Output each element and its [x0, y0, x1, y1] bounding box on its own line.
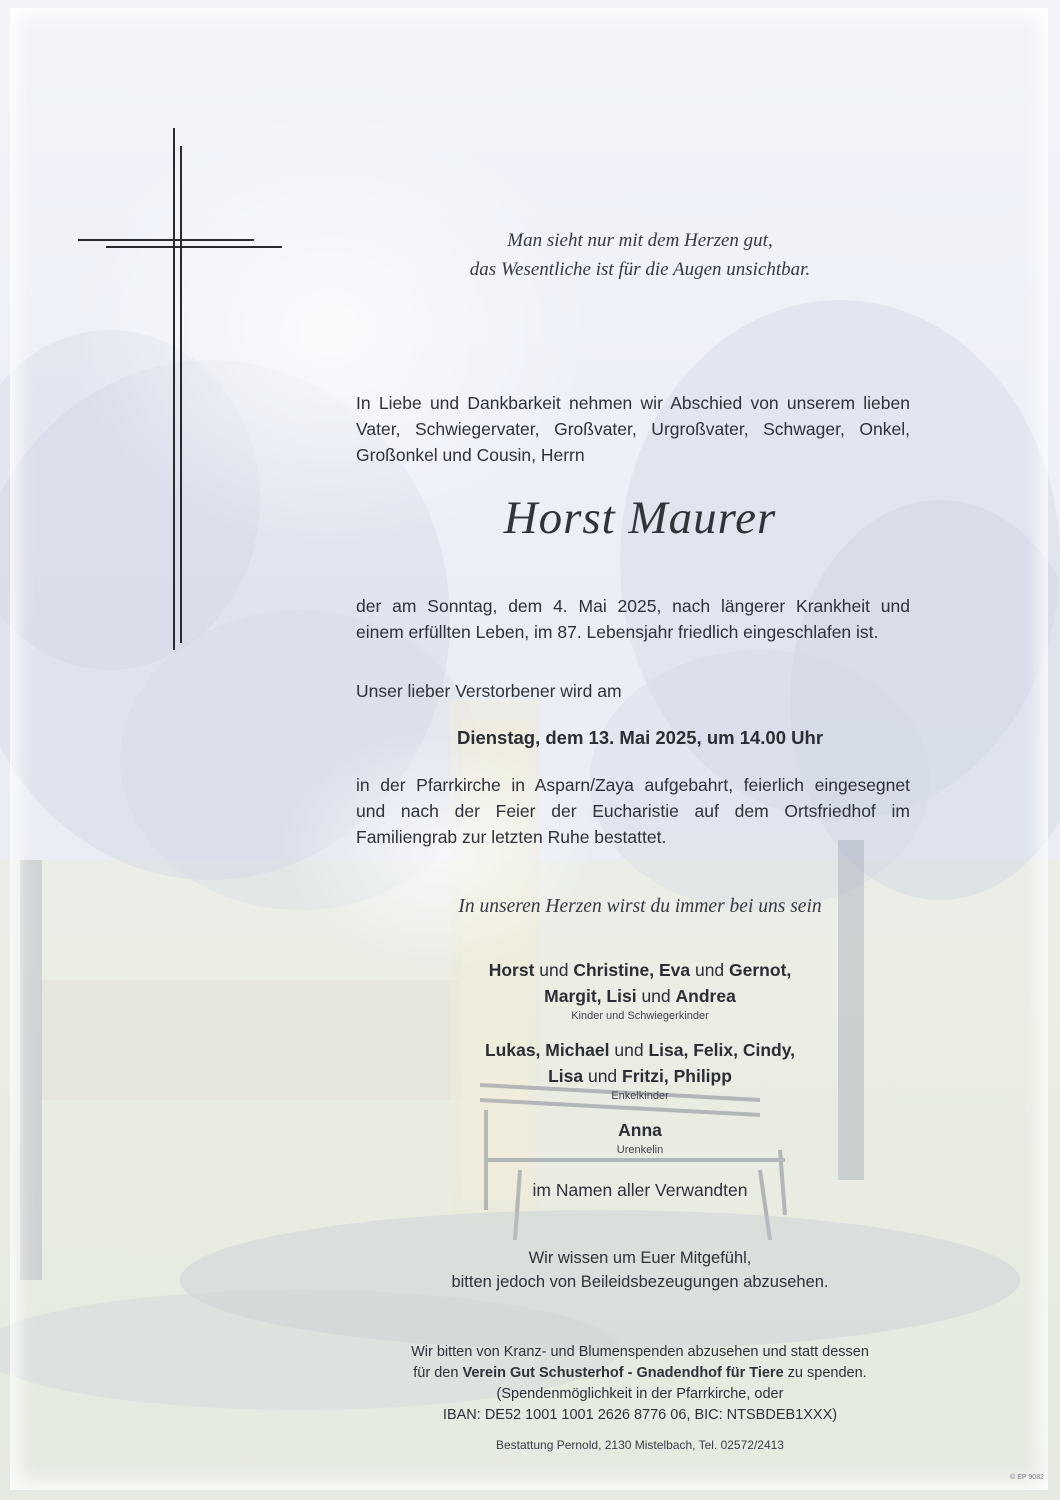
connector: und	[534, 960, 574, 980]
funeral-date: Dienstag, dem 13. Mai 2025, um 14.00 Uhr	[456, 727, 824, 748]
print-code: © EP 9082	[1010, 1474, 1044, 1481]
intro-line: Großonkel und Cousin, Herrn	[356, 445, 585, 465]
mourner-name: Lisi	[606, 986, 637, 1006]
cross-icon	[76, 128, 286, 650]
funeral-line: und nach der Feier der Eucharistie auf dem Ortsfriedhof im	[356, 801, 910, 821]
condolence-line: bitten jedoch von Beileidsbezeugungen abzusehen.	[451, 1273, 829, 1291]
mourner-name: Horst	[488, 960, 535, 980]
intro-paragraph	[356, 390, 910, 468]
donation-organization: Verein Gut Schusterhof - Gnadendhof für Tiere	[462, 1365, 784, 1381]
undertaker-footer: Bestattung Pernold, 2130 Mistelbach, Tel. 02572/2413	[496, 1438, 784, 1452]
grandchildren-names-line	[380, 1037, 900, 1063]
donation-note	[370, 1342, 910, 1426]
connector: und	[636, 986, 676, 1006]
condolence-note	[380, 1246, 900, 1294]
donation-line	[370, 1363, 910, 1384]
death-notice	[356, 593, 910, 645]
connector: und	[583, 1066, 623, 1086]
death-line: einem erfüllten Leben, im 87. Lebensjahr friedlich eingeschlafen ist.	[356, 622, 879, 642]
mourner-name: Felix,	[693, 1040, 738, 1060]
mourner-name: Christine,	[573, 960, 655, 980]
mourner-name: Michael	[545, 1040, 610, 1060]
relation-label: Urenkelin	[616, 1144, 664, 1156]
opening-quote	[380, 226, 900, 284]
children-names-line	[380, 983, 900, 1009]
donation-text: zu spenden.	[783, 1365, 867, 1381]
mourner-name: Eva	[658, 960, 691, 980]
relation-label: Kinder und Schwiegerkinder	[571, 1010, 709, 1022]
quote-line: das Wesentliche ist für die Augen unsichtbar.	[469, 259, 811, 280]
intro-line: Vater, Schwiegervater, Großvater, Urgroßvater, Schwager, Onkel,	[356, 419, 910, 439]
greatgrandchildren-names-line	[380, 1117, 900, 1143]
death-line: der am Sonntag, dem 4. Mai 2025, nach längerer Krankheit und	[356, 596, 910, 616]
children-names-line	[380, 957, 900, 983]
donation-bank-details: IBAN: DE52 1001 1001 2626 8776 06, BIC: NTSBDEB1XXX)	[442, 1407, 838, 1423]
intro-line: In Liebe und Dankbarkeit nehmen wir Abschied von unserem lieben	[356, 393, 910, 413]
condolence-line: Wir wissen um Euer Mitgefühl,	[528, 1249, 752, 1267]
connector: und	[690, 960, 730, 980]
mourner-name: Anna	[618, 1120, 662, 1140]
mourner-name: Fritzi,	[622, 1066, 669, 1086]
funeral-line: Familiengrab zur letzten Ruhe bestattet.	[356, 827, 667, 847]
closing-line: im Namen aller Verwandten	[532, 1180, 748, 1200]
mourner-name: Cindy,	[742, 1040, 796, 1060]
mourner-name: Andrea	[675, 986, 736, 1006]
donation-text: für den	[413, 1365, 463, 1381]
funeral-lead: Unser lieber Verstorbener wird am	[356, 681, 622, 701]
relation-label: Enkelkinder	[611, 1090, 669, 1102]
mourner-name: Lisa,	[648, 1040, 689, 1060]
quote-line: Man sieht nur mit dem Herzen gut,	[507, 230, 773, 251]
mourner-name: Lukas,	[484, 1040, 541, 1060]
donation-line: (Spendenmöglichkeit in der Pfarrkirche, oder	[496, 1386, 784, 1402]
mourner-name: Philipp	[673, 1066, 732, 1086]
mourners-list	[380, 957, 900, 1171]
funeral-details	[356, 772, 910, 850]
connector: und	[609, 1040, 649, 1060]
mourner-name: Lisa	[548, 1066, 584, 1086]
grandchildren-names-line	[380, 1063, 900, 1089]
motto: In unseren Herzen wirst du immer bei uns sein	[458, 896, 822, 917]
deceased-name: Horst Maurer	[503, 492, 777, 544]
funeral-line: in der Pfarrkirche in Asparn/Zaya aufgebahrt, feierlich eingesegnet	[356, 775, 910, 795]
donation-line: Wir bitten von Kranz- und Blumenspenden abzusehen und statt dessen	[411, 1344, 869, 1360]
mourner-name: Gernot,	[729, 960, 792, 980]
mourner-name: Margit,	[544, 986, 602, 1006]
